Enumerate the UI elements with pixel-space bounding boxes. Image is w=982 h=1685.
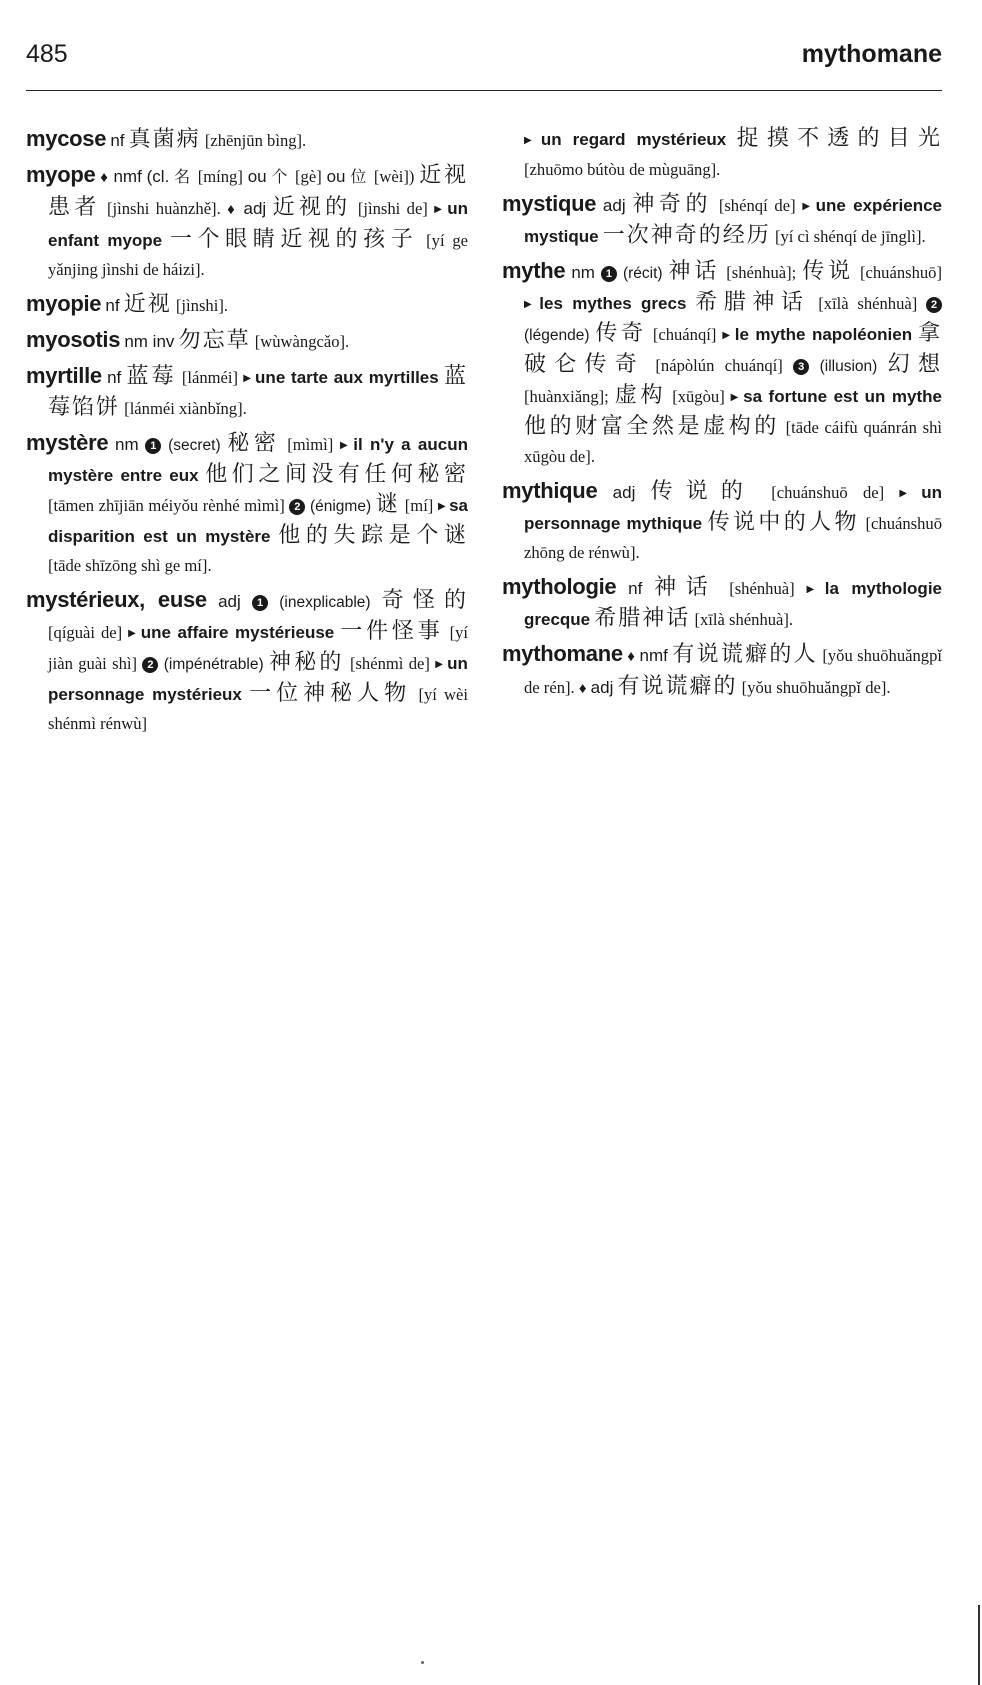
part-of-speech: adj (243, 199, 267, 218)
part-of-speech: adj (590, 678, 614, 697)
chinese: 近视 (123, 292, 172, 317)
chinese: 传说的 (650, 479, 756, 504)
example: les mythes grecs (539, 294, 687, 313)
example: un personnage mythique (524, 483, 942, 533)
chinese: 位 (350, 167, 370, 186)
chinese: 近视的 (272, 195, 352, 220)
pinyin: [shénhuà]; (726, 263, 797, 282)
pinyin: [wùwàngcǎo]. (254, 332, 350, 351)
example-arrow-icon: ▶ (243, 373, 253, 384)
part-of-speech: nf (110, 131, 125, 150)
example: une affaire mystérieuse (140, 623, 335, 642)
pinyin: [tāde cáifù quánrán shì xūgòu de]. (524, 418, 942, 466)
gloss: (secret) (168, 437, 221, 454)
pinyin: [yí cì shénqí de jīnglì]. (774, 227, 926, 246)
part-of-speech: nf (628, 579, 643, 598)
headword: mythe (502, 258, 566, 283)
example-arrow-icon: ▶ (435, 659, 445, 670)
chinese: 一个眼睛近视的孩子 (169, 227, 419, 252)
chinese: 虚构 (614, 383, 667, 408)
entry-myope (26, 160, 468, 284)
headword: mycose (26, 126, 107, 151)
entry-myopie (26, 289, 468, 320)
gloss: (énigme) (309, 498, 372, 515)
chinese: 他的财富全然是虚构的 (524, 414, 780, 439)
pinyin: [jìnshi de] (357, 199, 428, 218)
pinyin: [qíguài de] (48, 623, 123, 642)
example-arrow-icon: ▶ (434, 204, 445, 215)
pinyin: [yǒu shuōhuǎngpǐ de]. (741, 678, 891, 697)
sense-number: 1 (601, 266, 617, 282)
entry-mycose (26, 124, 468, 155)
part-of-speech: nm inv (124, 332, 175, 351)
pinyin: [yǒu shuōhuǎngpǐ de rén]. (524, 646, 942, 697)
header-rule (26, 90, 942, 91)
pinyin: [gè] (295, 167, 322, 186)
entry-mythique (502, 476, 942, 567)
headword: mythologie (502, 574, 617, 599)
pinyin: [yí wèi shénmì rénwù] (48, 685, 469, 733)
sense-number: 1 (145, 438, 161, 454)
pinyin: [wèi]) (373, 167, 415, 186)
chinese: 拿破仑传奇 (524, 321, 942, 377)
headword: myope (26, 162, 96, 187)
pinyin: [chuánshuō de] (771, 483, 885, 502)
chinese: 神话 (654, 575, 718, 600)
example: sa disparition est un mystère (48, 496, 468, 546)
example: un enfant myope (48, 199, 468, 250)
entry-mythologie (502, 572, 942, 634)
part-of-speech: nf (105, 296, 120, 315)
pinyin: [lánméi xiànbǐng]. (124, 399, 247, 418)
example-arrow-icon: ▶ (722, 330, 732, 341)
diamond-icon: ♦ (578, 681, 587, 697)
pinyin: [míng] (197, 167, 243, 186)
headword: myopie (26, 291, 102, 316)
example: un regard mystérieux (540, 130, 727, 149)
chinese: 谜 (375, 492, 401, 517)
pinyin: [chuánqí] (652, 325, 717, 344)
gloss: (illusion) (819, 358, 878, 375)
chinese: 有说谎癖的 (617, 674, 738, 699)
pinyin: [jìnshi]. (175, 296, 228, 315)
entry-mythe (502, 256, 942, 471)
entry-continuation (502, 124, 942, 184)
chinese: 他的失踪是个谜 (278, 523, 468, 548)
part-of-speech: nmf (113, 167, 142, 186)
example: sa fortune est un mythe (743, 387, 942, 406)
gloss: (inexplicable) (279, 594, 371, 611)
left-column (26, 124, 468, 743)
chinese: 神话 (668, 259, 721, 284)
sense-number: 2 (289, 499, 305, 515)
entry-mythomane (502, 639, 942, 704)
chinese: 一件怪事 (340, 619, 444, 644)
chinese: 蓝莓 (126, 364, 177, 389)
chinese: 真菌病 (128, 127, 201, 152)
chinese: 近视患者 (48, 163, 468, 220)
page-edge-mark (978, 1605, 980, 1685)
chinese: 神秘的 (269, 650, 345, 675)
pinyin: [zhēnjūn bìng]. (204, 131, 307, 150)
pinyin: [zhuōmo bútòu de mùguāng]. (524, 160, 721, 179)
chinese: 传奇 (595, 321, 647, 346)
chinese: 神奇的 (632, 192, 713, 217)
example: une tarte aux myrtilles (255, 368, 439, 387)
chinese: 希腊神话 (594, 606, 691, 631)
chinese: 捉摸不透的目光 (736, 126, 942, 151)
sense-number: 3 (793, 359, 809, 375)
chinese: 奇怪的 (381, 588, 468, 613)
conjunction: ou (247, 167, 267, 186)
stray-dot (421, 1661, 424, 1664)
headword: myosotis (26, 327, 121, 352)
chinese: 勿忘草 (178, 328, 251, 353)
diamond-icon: ♦ (100, 170, 109, 186)
chinese: 名 (174, 167, 193, 186)
example-arrow-icon: ▶ (437, 501, 447, 512)
example: un personnage mystérieux (48, 654, 468, 704)
example-arrow-icon: ▶ (730, 392, 741, 403)
pinyin: [tāde shīzōng shì ge mí]. (48, 556, 212, 575)
part-of-speech: nm (571, 263, 595, 282)
pinyin: [shénmì de] (349, 654, 430, 673)
part-of-speech: adj (218, 592, 241, 611)
example: il n'y a aucun mystère entre eux (48, 435, 468, 485)
diamond-icon: ♦ (227, 202, 238, 218)
chinese: 传说中的人物 (707, 510, 860, 535)
pinyin: [chuánshuō] (859, 263, 942, 282)
pinyin: [xīlà shénhuà] (818, 294, 918, 313)
page-number: 485 (26, 40, 68, 68)
entry-mystique (502, 189, 942, 251)
part-of-speech: nm (115, 435, 139, 454)
example-arrow-icon: ▶ (128, 628, 138, 639)
pinyin: [xīlà shénhuà]. (694, 610, 794, 629)
pinyin: [huànxiǎng]; (524, 387, 609, 406)
conjunction: ou (326, 167, 346, 186)
pinyin: [xūgòu] (672, 387, 725, 406)
pinyin: [nápòlún chuánqí] (655, 356, 783, 375)
sense-number: 2 (926, 297, 942, 313)
sense-number: 1 (252, 595, 268, 611)
gloss: (impénétrable) (163, 656, 264, 673)
pinyin: [yí jiàn guài shì] (48, 623, 468, 673)
pinyin: [jìnshi huànzhě]. (106, 199, 221, 218)
chinese: 有说谎癖的人 (672, 642, 818, 667)
entry-mystere (26, 428, 468, 580)
example-arrow-icon: ▶ (524, 135, 538, 146)
chinese: 传说 (802, 259, 854, 284)
pinyin: [lánméi] (181, 368, 239, 387)
example-arrow-icon: ▶ (899, 488, 919, 499)
headword: mythomane (502, 641, 623, 666)
headword: mystique (502, 191, 597, 216)
example-arrow-icon: ▶ (802, 201, 813, 212)
headword: mystère (26, 430, 109, 455)
headword: mystérieux, euse (26, 587, 207, 612)
entry-mysterieux (26, 585, 468, 738)
headword: mythique (502, 478, 598, 503)
example-arrow-icon: ▶ (524, 299, 537, 310)
pinyin: [shénhuà] (729, 579, 795, 598)
chinese: 幻想 (887, 352, 942, 377)
part-of-speech: adj (612, 483, 636, 502)
running-head: mythomane (801, 40, 942, 68)
entry-myosotis (26, 325, 468, 356)
chinese: 一位神秘人物 (249, 681, 412, 706)
gloss: (légende) (524, 327, 590, 344)
part-of-speech: nf (107, 368, 122, 387)
chinese: 蓝莓馅饼 (48, 364, 468, 420)
pinyin: [mìmì] (287, 435, 334, 454)
example: la mythologie grecque (524, 579, 942, 629)
chinese: 个 (271, 167, 291, 186)
chinese: 他们之间没有任何秘密 (205, 462, 468, 487)
pinyin: [chuánshuō zhōng de rénwù]. (524, 514, 942, 562)
example-arrow-icon: ▶ (340, 440, 351, 451)
classifier-note: (cl. (146, 167, 170, 186)
example: le mythe napoléonien (734, 325, 913, 344)
gloss: (récit) (622, 265, 663, 282)
pinyin: [shénqí de] (718, 196, 796, 215)
sense-number: 2 (142, 657, 158, 673)
pinyin: [tāmen zhījiān méiyǒu rènhé mìmì] (48, 496, 285, 515)
chinese: 一次神奇的经历 (602, 223, 771, 248)
pinyin: [yí ge yǎnjing jìnshi de háizi]. (48, 231, 468, 279)
example: une expérience mystique (524, 196, 942, 246)
part-of-speech: adj (602, 196, 626, 215)
part-of-speech: nmf (639, 646, 668, 665)
pinyin: [mí] (404, 496, 434, 515)
right-column (502, 124, 942, 709)
diamond-icon: ♦ (627, 649, 636, 665)
chinese: 希腊神话 (695, 290, 810, 315)
chinese: 秘密 (227, 431, 281, 456)
example-arrow-icon: ▶ (806, 584, 822, 595)
entry-myrtille (26, 361, 468, 423)
headword: myrtille (26, 363, 102, 388)
